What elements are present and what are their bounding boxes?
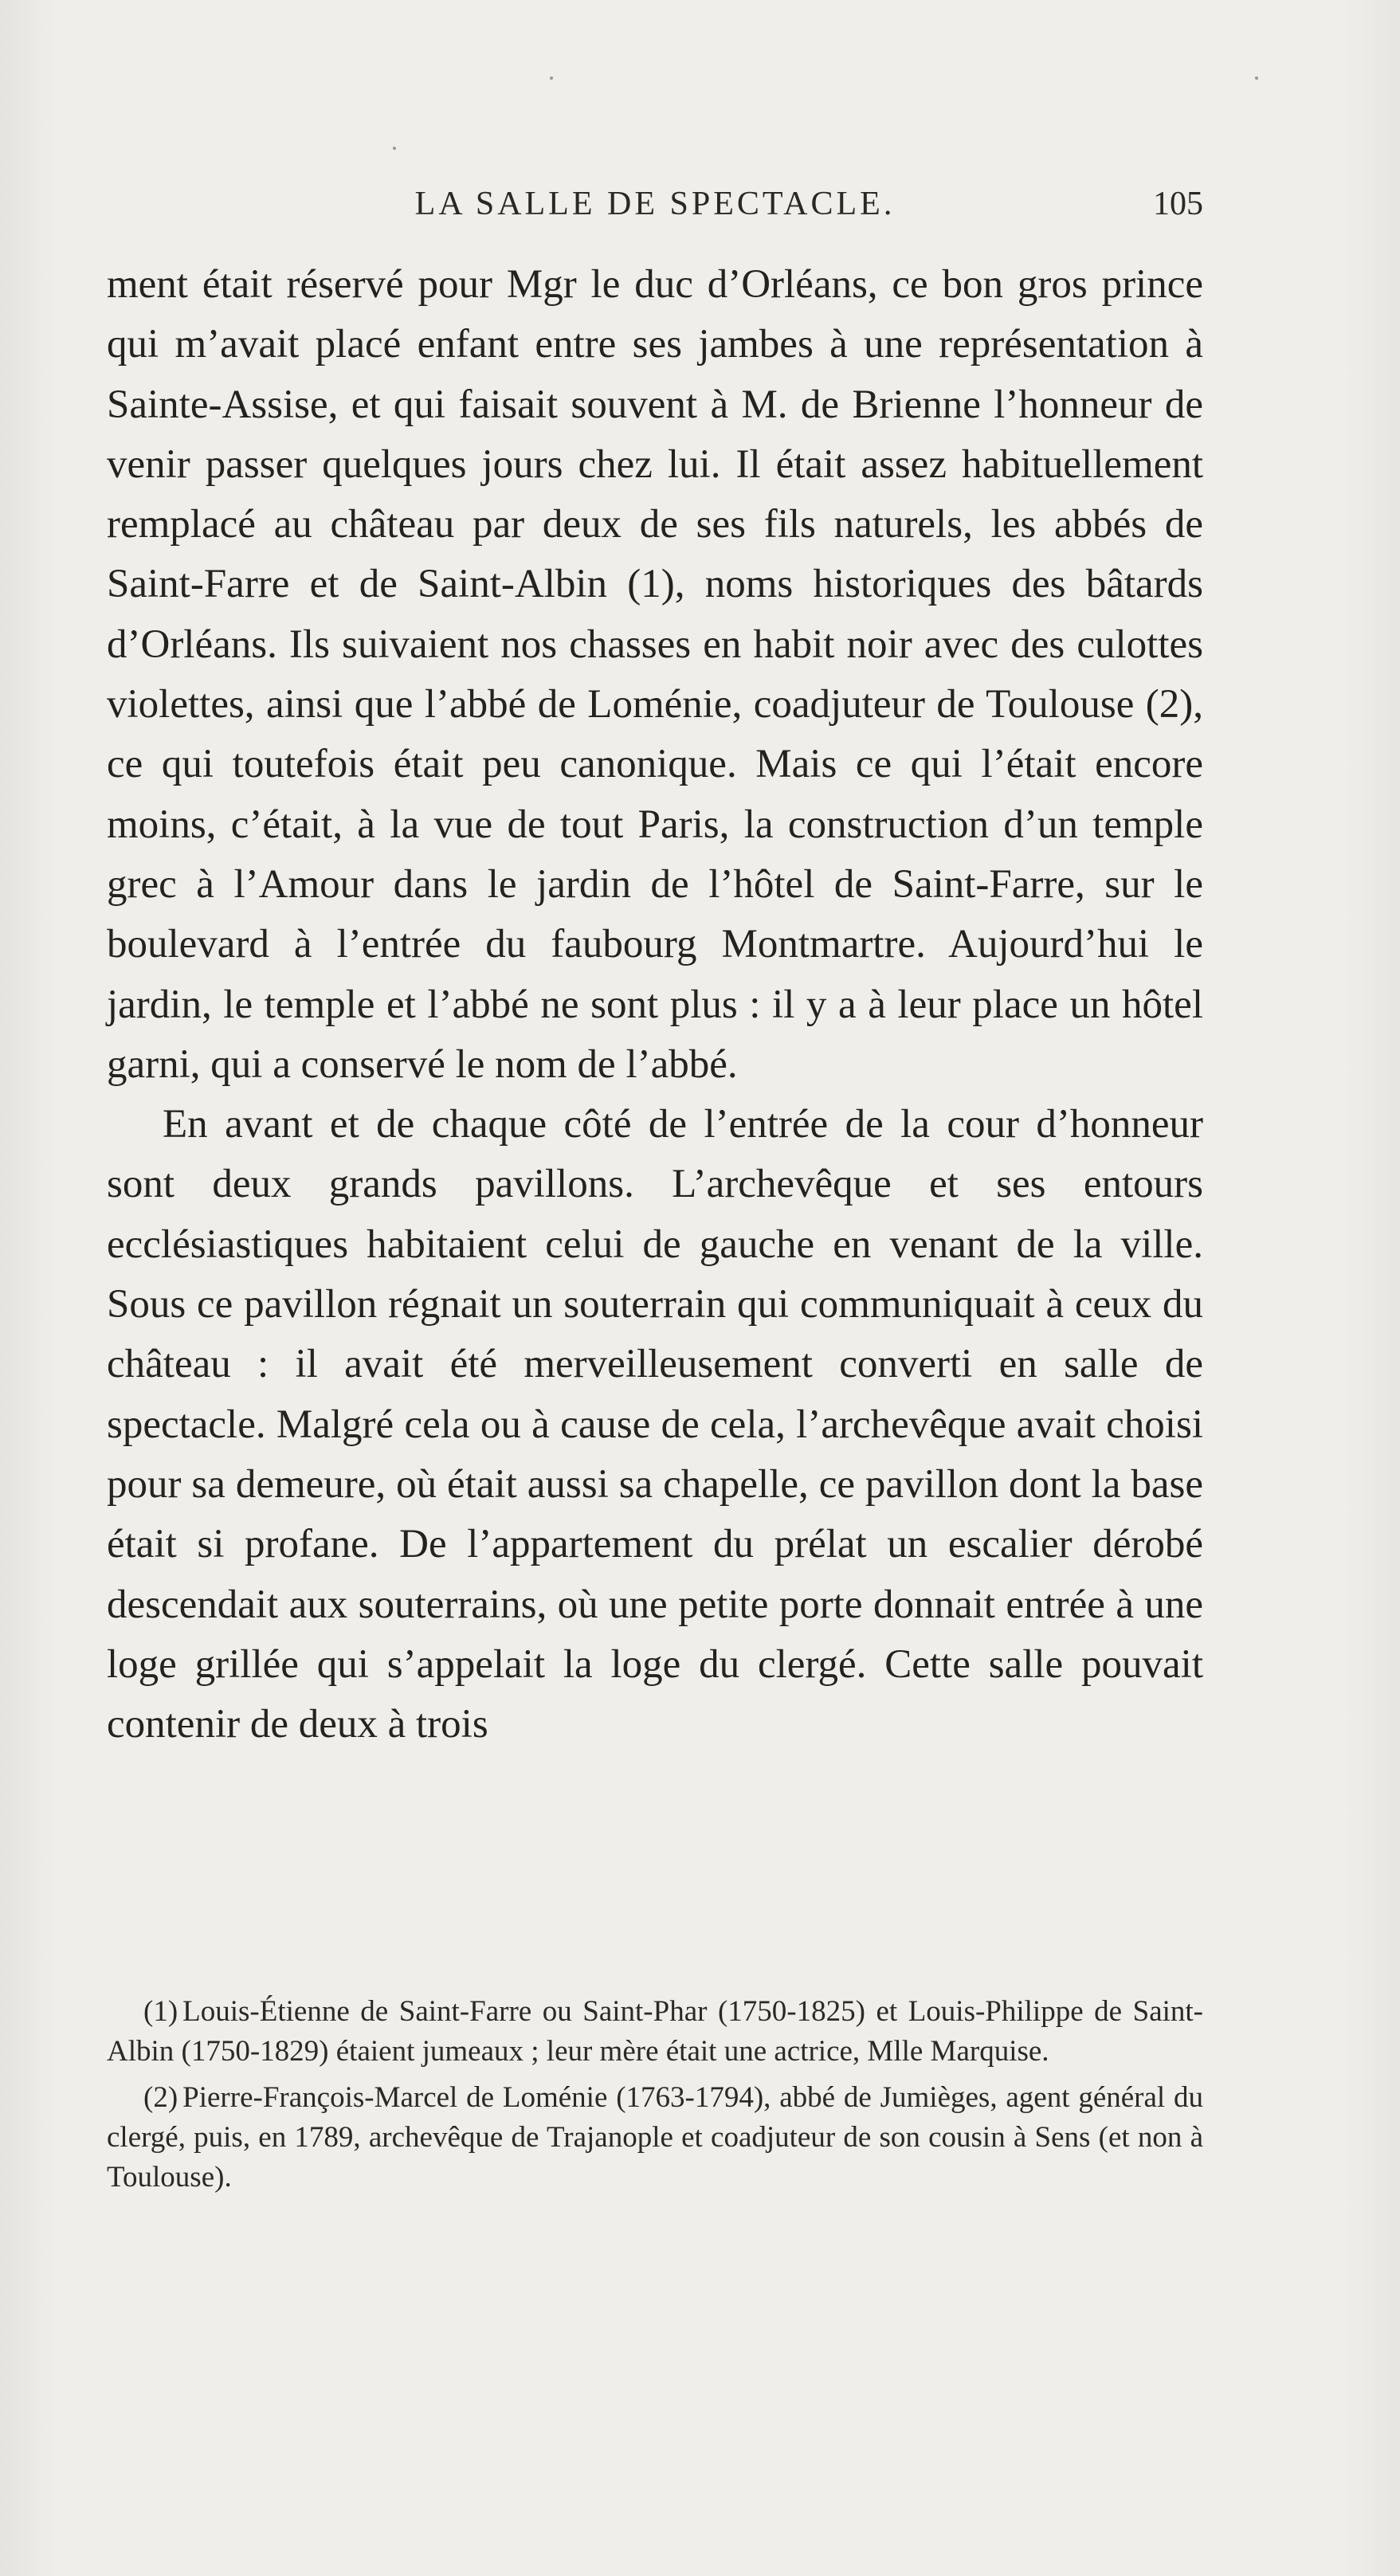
- footnote: [107, 1992, 1203, 2072]
- paragraph-continued: ment était réservé pour Mgr le duc d’Orléans, ce bon gros prince qui m’avait placé enfant entre ses jambes à une représentation à Sainte-Assise, et qui faisait souvent à M. de Brienne l’honneur de venir passer quelques jours chez lui. Il était assez habituellement remplacé au château par deux de ses fils naturels, les abbés de Saint-Farre et de Saint-Albin (1), noms historiques des bâtards d’Orléans. Ils suivaient nos chasses en habit noir avec des culottes violettes, ainsi que l’abbé de Loménie, coadjuteur de Toulouse (2), ce qui toutefois était peu canonique. Mais ce qui l’était encore moins, c’était, à la vue de tout Paris, la construction d’un temple grec à l’Amour dans le jardin de l’hôtel de Saint-Farre, sur le boulevard à l’entrée du faubourg Montmartre. Aujourd’hui le jardin, le temple et l’abbé ne sont plus : il y a à leur place un hôtel garni, qui a conservé le nom de l’abbé.: [107, 262, 1203, 1087]
- paragraph: En avant et de chaque côté de l’entrée de la cour d’honneur sont deux grands pavillons. L’archevêque et ses entours ecclésiastiques habitaient celui de gauche en venant de la ville. Sous ce pavillon régnait un souterrain qui communiquait à ceux du château : il avait été merveilleusement converti en salle de spectacle. Malgré cela ou à cause de cela, l’archevêque avait choisi pour sa demeure, où était aussi sa chapelle, ce pavillon dont la base était si profane. De l’appartement du prélat un escalier dérobé descendait aux souterrains, où une petite porte donnait entrée à une loge grillée qui s’appelait la loge du clergé. Cette salle pouvait contenir de deux à trois: [107, 1102, 1203, 1747]
- paper-speck: [1255, 76, 1258, 80]
- main-text: [107, 255, 1203, 1755]
- paper-speck: [550, 76, 553, 80]
- paper-speck: [393, 147, 396, 150]
- running-head: [107, 185, 1203, 233]
- page-number: 105: [1153, 186, 1203, 222]
- footnotes: [107, 1992, 1203, 2204]
- footnote-text: Louis-Étienne de Saint-Farre ou Saint-Phar (1750-1825) et Louis-Philippe de Saint-Albin (1750-1829) étaient jumeaux ; leur mère était une actrice, Mlle Marquise.: [107, 1995, 1203, 2068]
- footnote: [107, 2078, 1203, 2198]
- footnote-marker: (2): [143, 2081, 178, 2114]
- footnote-marker: (1): [143, 1995, 178, 2028]
- running-title: LA SALLE DE SPECTACLE.: [414, 186, 896, 222]
- footnote-text: Pierre-François-Marcel de Loménie (1763-1794), abbé de Jumièges, agent général du clergé, puis, en 1789, archevêque de Trajanople et coadjuteur de son cousin à Sens (et non à Toulouse).: [107, 2081, 1203, 2194]
